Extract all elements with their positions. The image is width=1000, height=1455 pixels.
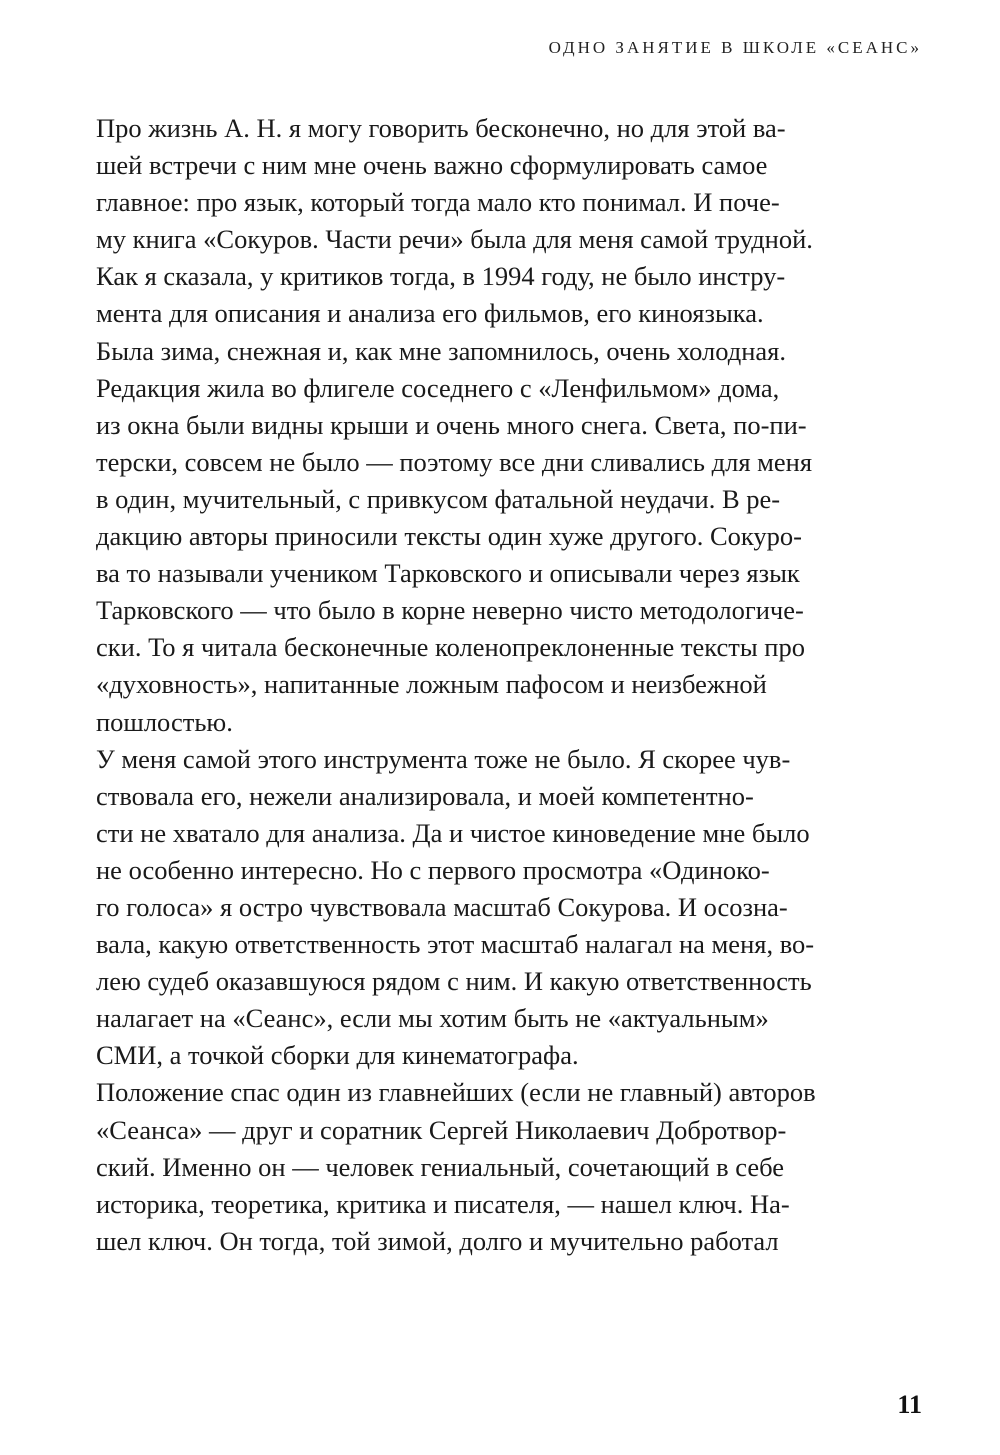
text-line: пошлостью. [96,706,233,737]
text-line: ствовала его, нежели анализировала, и моей компетентно- [96,780,754,811]
running-head: ОДНО ЗАНЯТИЕ В ШКОЛЕ «СЕАНС» [548,38,922,57]
text-line: Редакция жила во флигеле соседнего с «Ленфильмом» дома, [96,372,780,403]
text-line: У меня самой этого инструмента тоже не было. Я скорее чув- [96,743,791,774]
text-line: ский. Именно он — человек гениальный, сочетающий в себе [96,1151,785,1182]
text-line: Про жизнь А. Н. я могу говорить бесконечно, но для этой ва- [96,113,786,143]
text-line: СМИ, а точкой сборки для кинематографа. [96,1040,579,1071]
text-line: «Сеанса» — друг и соратник Сергей Николаевич Добротвор- [96,1114,787,1145]
text-line: Как я сказала, у критиков тогда, в 1994 году, не было инстру- [96,261,786,292]
text-line: историка, теоретика, критика и писателя, — нашел ключ. На- [96,1188,790,1219]
text-line: го голоса» я остро чувствовала масштаб Сокурова. И осозна- [96,891,788,922]
text-line: ва то называли учеником Тарковского и описывали через язык [96,558,800,589]
text-line: налагает на «Сеанс», если мы хотим быть не «актуальным» [96,1003,769,1034]
text-line: сти не хватало для анализа. Да и чистое киноведение мне было [96,817,810,848]
text-line: му книга «Сокуров. Части речи» была для меня самой трудной. [96,224,813,255]
text-line: «духовность», напитанные ложным пафосом и неизбежной [96,669,767,700]
text-line: Была зима, снежная и, как мне запомнилось, очень холодная. [96,335,786,366]
text-line: ски. То я читала бесконечные коленопреклоненные тексты про [96,632,805,663]
text-line: вала, какую ответственность этот масштаб налагал на меня, во- [96,929,815,960]
text-line: Тарковского — что было в корне неверно чисто методологиче- [96,595,804,626]
text-line: терски, совсем не было — поэтому все дни сливались для меня [96,446,813,477]
page-number: 11 [897,1390,922,1419]
text-line: Положение спас один из главнейших (если не главный) авторов [96,1077,816,1108]
text-line: лею судеб оказавшуюся рядом с ним. И какую ответственность [96,966,812,997]
text-line: шей встречи с ним мне очень важно сформулировать самое [96,150,768,181]
text-line: главное: про язык, который тогда мало кто понимал. И поче- [96,187,780,218]
text-line: шел ключ. Он тогда, той зимой, долго и мучительно работал [96,1225,779,1256]
text-line: мента для описания и анализа его фильмов, его киноязыка. [96,298,764,329]
text-line: не особенно интересно. Но с первого просмотра «Одиноко- [96,854,770,885]
text-line: из окна были видны крыши и очень много снега. Света, по-пи- [96,409,807,440]
text-line: в один, мучительный, с привкусом фатальной неудачи. В ре- [96,483,781,514]
text-line: дакцию авторы приносили тексты один хуже другого. Сокуро- [96,521,802,552]
body-text [96,110,926,1260]
